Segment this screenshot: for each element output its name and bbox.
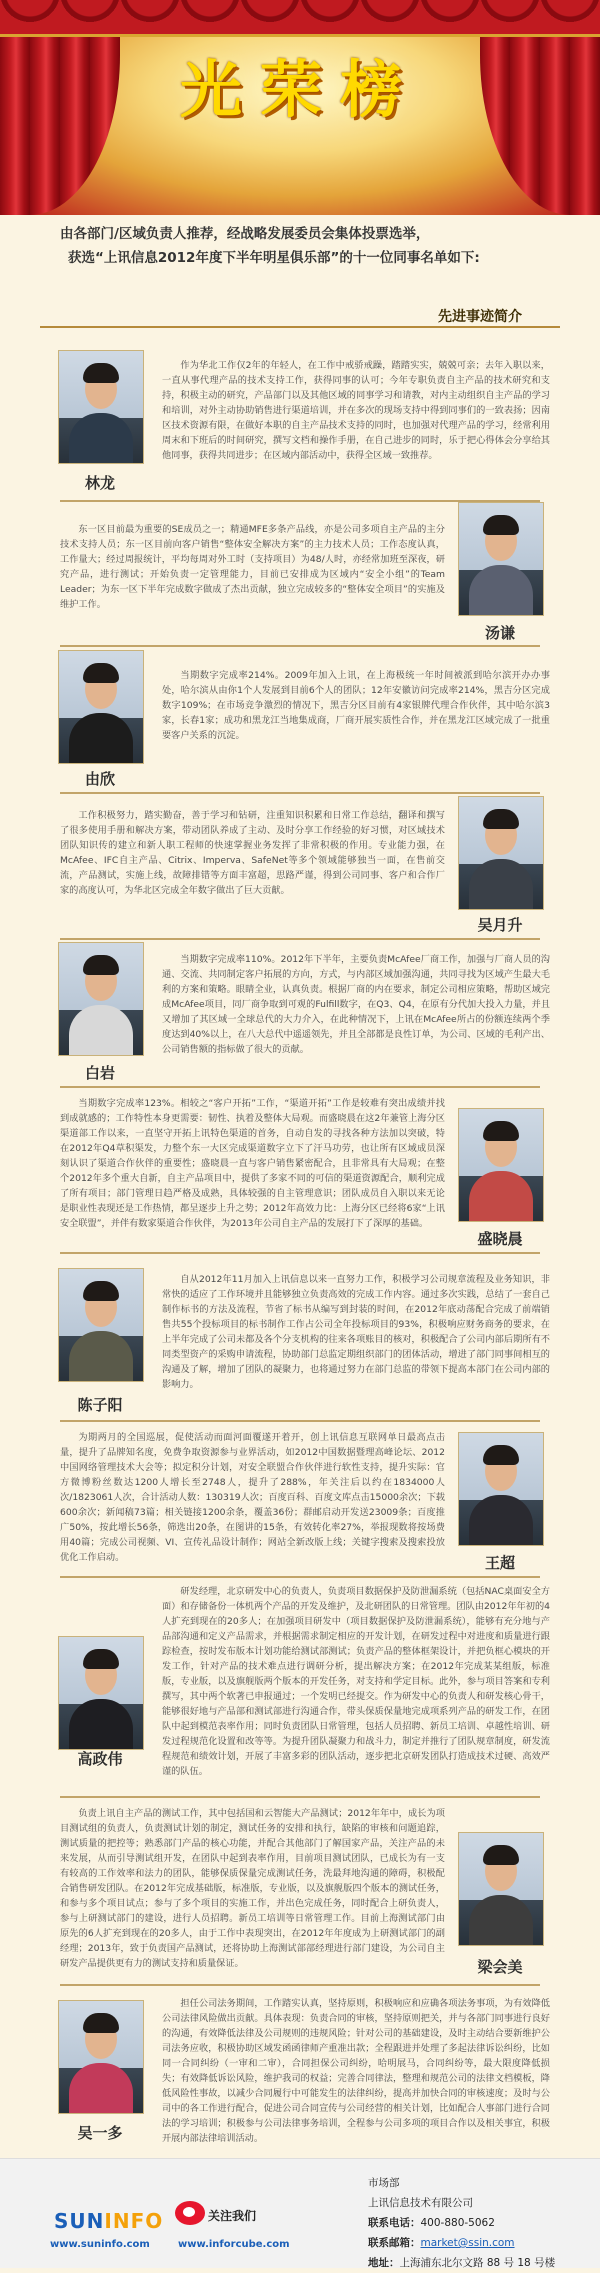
email-link[interactable]: market@ssin.com	[420, 2237, 515, 2249]
person-name: 梁会美	[477, 1958, 523, 1976]
contact-info	[368, 2173, 555, 2273]
person-desc: 东一区目前最为重要的SE成员之一；精通MFE多条产品线，亦是公司多项自主产品的主分技术支持人员；东一区目前向客户销售“整体安全解决方案”的主力技术人员；工作态度认真，工作量大；经过周报统计，平均每周对外工时（支持项目）为48/人时，亦经常加班至深夜，研究产品，进行测试；开始负责一定管理能力，目前已安排成为区域内“安全小组”的Team Leader；为东一区下半年完成数字做成了杰出贡献，独立完成较多的“整体安全项目”的实施及维护工作。	[60, 524, 445, 610]
company-website-link[interactable]: www.suninfo.com	[50, 2239, 150, 2250]
section-divider	[40, 326, 560, 328]
person-name: 林龙	[84, 474, 115, 492]
footer	[0, 2158, 600, 2268]
weibo-link[interactable]: www.inforcube.com	[178, 2239, 290, 2250]
intro-line-2: 获选“上讯信息2012年度下半年明星俱乐部”的十一位同事名单如下:	[68, 250, 480, 266]
person-photo	[58, 350, 144, 464]
person-desc: 负责上讯自主产品的测试工作，其中包括国和云智能大产品测试；2012年年中，成长为项目测试组的负责人，负责测试计划的制定，测试任务的安排和执行，缺陷的审核和问题追踪，测试质量的把控等；熟悉部门产品的核心功能，并配合其他部门了解国家产品，关注产品的未来发展，从而引导测试组开发，在团队中起到表率作用，目前项目测试团队，已成长为有一支有较高的工作效率和法力的团队，能够保质保量完成测试任务，洗最拜地沟通的障碍，积极配合销售研发团队。在2012年完成基础版，标准版，专业版，以及旗舰版四个版本的测试任务，和参与多个项目试点；参与了多个项目的实施工作，并出色完成任务，同时配合上研负责人，参与上研测试部门的建设，进行人员招聘。新员工培训等日常管理工作。目前上海测试部门由原先的6人扩充到现在的20多人，由于工作中表现突出，在2012年年度成为上研测试部门的副经理；2013年，致于负责国产品测试，还将协助上海测试部部经理进行部门建设，为公司自主研发产品提供更有力的测试支持和质量保证。	[60, 1808, 445, 1969]
person-desc: 担任公司法务期间，工作踏实认真，坚持原则，积极响应和应确各项法务事项，为有效降低公司法律风险做出贡献。具体表现：负责合同的审核，坚持原则把关，并与各部门同事进行良好的沟通，有效降低法律及公司规则的违规风险；针对公司的基础建设，及时主动结合要新维护公司法务应收，积极协助区域发函函律师产重准出款；全程跟进并处理了多起法律诉讼纠纷，比如同一合同纠纷（一审和二审），合同担保公司纠纷，哈明展马，合同纠纷等，最大限度降低损失；有效降低诉讼风险，维护我司的权益；完善合同律法，整理和规范公司的法律文档模板，降低风险性事故，以减少合同履行中可能发生的法律纠纷，提高并加快合同的审核速度；及时与公司中的各工作进行配合，促进公司合同宣传与公司经营的相关计划，比如配合人事部门进行合同法的学习培训；积极参与公司法律事务培训，全程参与公司多项的项目合作以及相关事宜，积极开展内部法律培训活动。	[162, 1998, 550, 2144]
person-name: 汤谦	[484, 624, 515, 642]
person-photo	[58, 2000, 144, 2114]
person-name: 王超	[484, 1554, 515, 1572]
intro-line-1: 由各部门/区域负责人推荐，经战略发展委员会集体投票选举，	[60, 226, 430, 242]
person-photo	[458, 796, 544, 910]
divider	[60, 1252, 540, 1254]
divider	[60, 792, 540, 794]
address-label: 地址：	[368, 2257, 400, 2269]
person-name: 盛晓晨	[477, 1230, 523, 1248]
person-name: 吴一多	[77, 2124, 123, 2142]
person-photo	[58, 942, 144, 1056]
follow-us-label: 关注我们	[208, 2209, 257, 2223]
header-banner	[0, 0, 600, 215]
person-desc: 当期数字完成率214%。2009年加入上讯，在上海极统一年时间被派到哈尔滨开办办事处，哈尔滨从由你1个人发展到目前6个人的团队；12年安徽访问完成率214%，黑吉分区完成数字109%；在市场竞争激烈的情况下，黑吉分区目前有4家银牌代理合作伙伴，其中哈尔滨3家，长春1家；成功和黑龙江当地集成商，厂商开展实质性合作，并在黑龙江区域完成了一批重要客户关系的沉淀。	[162, 670, 550, 741]
person-name: 吴月升	[477, 916, 523, 934]
phone-row	[368, 2213, 555, 2233]
phone-number: 400-880-5062	[420, 2217, 495, 2229]
person-name: 高政伟	[77, 1750, 123, 1768]
intro-text	[60, 222, 560, 270]
section-title: 先进事迹简介	[438, 309, 522, 325]
person-photo	[458, 502, 544, 616]
divider	[60, 1576, 540, 1578]
person-photo	[458, 1832, 544, 1946]
person-desc: 工作积极努力，踏实勤奋，善于学习和钻研，注重知识积累和日常工作总结，翻译和撰写了很多使用手册和解决方案，带动团队养成了主动、及时分享工作经验的好习惯，对区域技术团队知识传的建立和新人职工程师的快速掌握业务发挥了非常积极的作用。专业能力强，在McAfee、IFC自主产品、Citrix、Imperva、SafeNet等多个领域能够独当一面，在售前交流，产品测试，实施上线，故障排错等方面丰富超，思路严谨，得到公司同事、客户和合作厂家的高度认可，为华北区完成全年数字做出了巨大贡献。	[60, 810, 445, 896]
curtain-valance	[0, 0, 600, 37]
person-desc: 当期数字完成率110%。2012年下半年，主要负责McAfee厂商工作，加强与厂商人员的沟通、交流、共同制定客户拓展的方向，方式，与内部区域加强沟通，共同寻找为区域产生最大毛利的方案和策略。眼睛全业，认真负责。根据厂商的内在要求，制定公司相应策略，帮助区域完成McAfee项目，同厂商争取到可观的Fulfill数字，在Q3、Q4，在原有分代加大投入力量，并且又增加了其区域一全球总代的大力介入，在此种情况下，上讯在McAfee所占的份额连续两个季度达到40%以上，在八大总代中遥遥领先，并且全部都是良性订单，为公司、区域的毛利产出、公司销售额的指标做了很大的贡献。	[162, 954, 550, 1055]
person-photo	[58, 650, 144, 764]
person-desc: 作为华北工作仅2年的年轻人，在工作中戒骄戒躁，踏踏实实，兢兢可亲；去年入职以来，一直从事代理产品的技术支持工作，获得同事的认可；今年专职负责自主产品的技术研究和支持，积极主动的研究，产品部门以及其他区域的同事学习和请教，对内主动组织自主产品的学习和培训，对外主动协助销售进行渠道培训，并在多次的现场支持中得到同事们的一致表扬；因南区技术资源有限，在做好本职的自主产品技术支持的同时，也加强对代理产品的学习，经常利用周末和下班后的时间研究，撰写文档和操作手册，在自己进步的同时，乐于把心得体会分享给其他同事，获得共同进步；在区域内部活动中，获得全区域一致推荐。	[162, 360, 550, 461]
person-desc: 自从2012年11月加入上讯信息以来一直努力工作，积极学习公司规章流程及业务知识，非常快的适应了工作环境并且能够独立负责高效的完成工作内容。通过多次实践，总结了一套自己制作标书的方法及流程，节省了标书从编写到封装的时间，在2012年底动荡配合完成了前端销售共55个投标项目的标书制作工作占公司全年投标项目的93%，积极响应财务商务的要求，在上半年完成了公司未都及各个分支机构的往来各项账目的核对，积极配合了公司内部后期所有不同类型资产的采购申请流程，协助部门总监定期组织部门的团体活动，增进了部门同事间相互的沟通及了解，增加了团队的凝聚力，也将通过努力在部门总监的带领下提高本部门在公司内部的影响力。	[162, 1274, 550, 1390]
logo-part-1: SUN	[54, 2209, 105, 2233]
company-name: 上讯信息技术有限公司	[368, 2197, 473, 2209]
divider	[60, 938, 540, 940]
phone-label: 联系电话：	[368, 2217, 421, 2229]
page-title: 光荣榜	[179, 53, 420, 126]
logo-part-2: INFO	[104, 2209, 164, 2233]
person-desc: 研发经理，北京研发中心的负责人，负责项目数据保护及防泄漏系统（包括NAC桌面安全方面）和存储备份一体机两个产品的开发及维护，及北研团队的日常管理。团队由2012年年初的4人扩充到现在的20多人；在加强项目研发中（项目数据保护及防泄漏系统），能够有充分地与产品部沟通和定义产品需求，并根据需求制定相应的开发计划，在研发过程中对进度和质量进行跟踪检查，按时发布版本计划功能给测试部测试；负责产品的整体框架设计，并把负框心模块的开发工作，针对产品的技术难点进行调研分析，提出解决方案；在2012年完成某某组版，标准版，专业版，以及旗舰版两个版本的开发任务，对支持和学定目标。此外，参与项目答案和专利撰写，其中两个软著已申报通过；一个发明已经提交。作为研发中心的负责人和研发核心骨干，能够很好地与产品部和测试部进行沟通合作，带头保质保量地完成项系列产品的研发工作，在团队中起到模范表率作用；同时负责团队日常管理，包括人员招聘、新员工培训、卓越性培训、研发过程规范化设置和改等等。为提升团队凝聚力和战斗力，制定并推行了团队规章制度，研发流程规范和绩效计划，开展了丰富多彩的团队活动，逐步把北京研发团队打造成技术过硬、高效严谨的队伍。	[162, 1586, 550, 1777]
email-label: 联系邮箱：	[368, 2237, 421, 2249]
person-photo	[58, 1636, 144, 1750]
dept-name: 市场部	[368, 2177, 400, 2189]
address-value: 上海浦东北尔文路 88 号 18 号楼	[399, 2257, 556, 2269]
divider	[60, 1984, 540, 1986]
person-photo	[458, 1432, 544, 1546]
suninfo-logo[interactable]	[54, 2209, 163, 2233]
person-desc: 当期数字完成率123%。相较之“客户开拓”工作，“渠道开拓”工作是较难有突出成绩并找到成就感的；工作特性本身更需要：韧性、执着及整体大局观。而盛晓晨在这2年兼管上海分区渠道部工作以来，一直坚守开拓上讯特色渠道的首务，自动自发的寻找各种方法加以突破，特在2012年Q4草积渠发，力整个东一大区完成渠道数字立下了汗马功劳，也让所有区域成员深刻认识了渠道合作伙伴的重要性；盛晓晨一直与客户销售紧密配合，且非常具有大局观；在整个2012年多个重大自新，自主产品项目中，提供了多家不同的可信的渠道资源配合，顺利完成了所有项目；部门管理日趋严格及成熟，具体较强的自主管理意识；团队成员自入职以来无论是职业性表现还是工作热情，都呈逐步上升之势；2012年高效力比：上海分区已经将6家“上讯安全联盟”，并伴有数家渠道合作伙伴，为2013年公司自主产品的发展打下了深厚的基础。	[60, 1098, 445, 1229]
divider	[60, 645, 540, 647]
person-name: 陈子阳	[77, 1396, 123, 1414]
divider	[60, 1420, 540, 1422]
address-row	[368, 2253, 555, 2273]
person-name: 由欣	[84, 770, 115, 788]
divider	[60, 1086, 540, 1088]
weibo-icon[interactable]	[175, 2201, 205, 2225]
person-photo	[458, 1108, 544, 1222]
person-name: 白岩	[84, 1064, 115, 1082]
divider	[60, 1796, 540, 1798]
email-row	[368, 2233, 555, 2253]
person-photo	[58, 1268, 144, 1382]
person-desc: 为期两月的全国巡展，促使活动而面河面覆遂开着开，创上讯信息互联网单日最高点击量，提升了品牌知名度，免费争取资源参与业界活动，如2012中国数据暨理高峰论坛、2012中国网络管理技术大会等；拟定积分计划，对安全联盟合作伙伴进行软性支持，提升实际：官方微博粉丝数达1200人增长至2748人，提升了288%，年关注后以约在1834000人次/1823061人次，合计活动人数：130319人次；百度百科、百度文库点击15000余次；下载600余次；新闻稿73篇；相关链接1200余条，覆盖36份；群邮启动开发送23009条；百度推广50%，按此增长56条，筛选出20条，在图讲的15条，有效转化率27%，举报现数将按场费用40篇；完成公司视频、VI、宣传礼品设计制作；网站全新改版上线；关键字搜索及搜索投放优化工作启动。	[60, 1432, 445, 1563]
